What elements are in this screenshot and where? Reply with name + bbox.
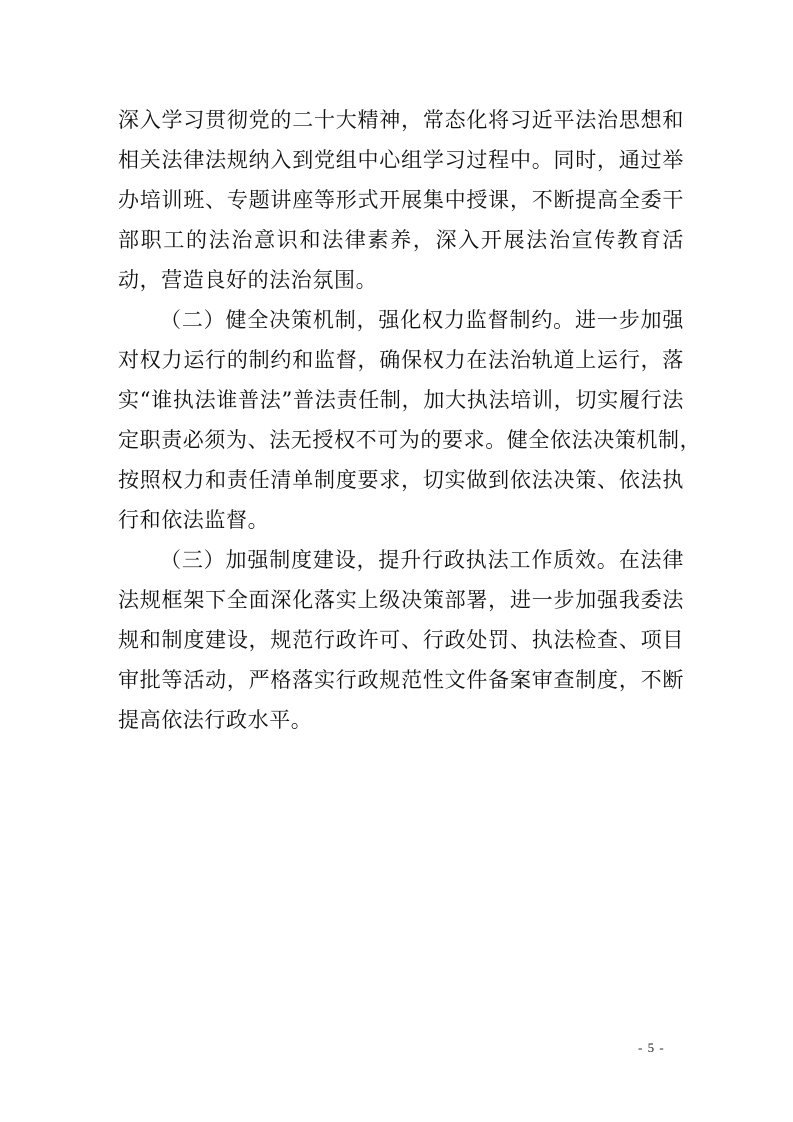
text-line: 办培训班、专题讲座等形式开展集中授课，不断提高全委干 bbox=[118, 188, 684, 212]
text-line: 审批等活动，严格落实行政规范性文件备案审查制度，不断 bbox=[118, 668, 684, 692]
text-line: 按照权力和责任清单制度要求，切实做到依法决策、依法执 bbox=[118, 468, 684, 492]
paragraph-1 bbox=[118, 100, 684, 300]
paragraph-3 bbox=[118, 540, 684, 740]
text-line: 相关法律法规纳入到党组中心组学习过程中。同时，通过举 bbox=[118, 148, 684, 172]
section-heading-line: （三）加强制度建设，提升行政执法工作质效。在法律 bbox=[160, 548, 684, 572]
text-line: 规和制度建设，规范行政许可、行政处罚、执法检查、项目 bbox=[118, 628, 684, 652]
text-line: 对权力运行的制约和监督，确保权力在法治轨道上运行，落 bbox=[118, 348, 684, 372]
text-line: 定职责必须为、法无授权不可为的要求。健全依法决策机制， bbox=[118, 428, 702, 452]
page-number: - 5 - bbox=[638, 1040, 665, 1055]
text-line: 部职工的法治意识和法律素养，深入开展法治宣传教育活 bbox=[118, 228, 684, 252]
paragraph-2 bbox=[118, 300, 702, 540]
text-line: 行和依法监督。 bbox=[118, 508, 270, 532]
section-heading-line: （二）健全决策机制，强化权力监督制约。进一步加强 bbox=[160, 308, 684, 332]
document-body bbox=[118, 100, 702, 740]
text-line: 提高依法行政水平。 bbox=[118, 708, 313, 732]
text-line: 法规框架下全面深化落实上级决策部署，进一步加强我委法 bbox=[118, 588, 684, 612]
text-line: 深入学习贯彻党的二十大精神，常态化将习近平法治思想和 bbox=[118, 108, 684, 132]
text-line: 动，营造良好的法治氛围。 bbox=[118, 268, 378, 292]
text-line: 实“谁执法谁普法”普法责任制，加大执法培训，切实履行法 bbox=[118, 388, 684, 412]
